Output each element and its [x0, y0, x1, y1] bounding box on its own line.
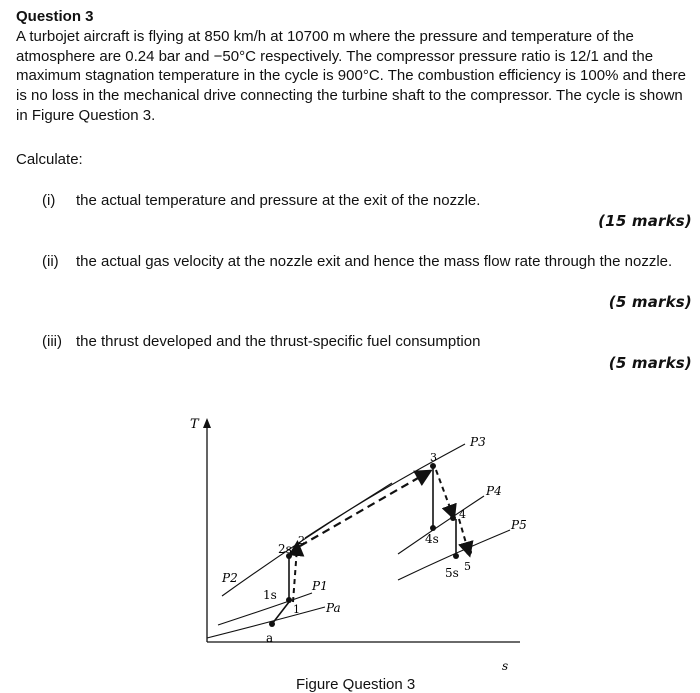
label-p1: P1 [312, 579, 328, 593]
point-5-dot [466, 549, 472, 555]
part-iii-marks: (5 marks) [608, 354, 692, 372]
label-3: 3 [430, 451, 437, 464]
label-1: 1 [293, 603, 300, 616]
part-ii [42, 253, 672, 270]
part-i-number: (i) [42, 192, 56, 209]
part-ii-marks: (5 marks) [608, 293, 692, 311]
label-p5: P5 [511, 518, 527, 532]
process-2-3 [300, 474, 425, 546]
isobar-p3 [305, 444, 465, 538]
point-1s-dot [286, 597, 292, 603]
point-a-dot [269, 621, 275, 627]
point-4-dot [450, 515, 456, 521]
point-4s-dot [430, 525, 436, 531]
label-p3: P3 [470, 435, 486, 449]
label-1s: 1s [263, 588, 277, 602]
part-ii-number: (ii) [42, 253, 59, 270]
label-p4: P4 [486, 484, 502, 498]
point-5s-dot [453, 553, 459, 559]
part-i [42, 192, 480, 209]
part-iii-text: the thrust developed and the thrust-specific fuel consumption [76, 333, 481, 350]
y-axis-label: T [190, 417, 199, 432]
label-5s: 5s [445, 566, 459, 580]
y-axis-arrow [203, 418, 211, 428]
part-iii-number: (iii) [42, 333, 62, 350]
isobar-p4 [398, 496, 484, 554]
label-4: 4 [459, 508, 466, 521]
label-2s: 2s [278, 542, 292, 556]
label-4s: 4s [425, 532, 439, 546]
part-iii [42, 333, 480, 350]
label-pa: Pa [326, 601, 341, 615]
label-5: 5 [464, 560, 471, 573]
label-a: a [266, 631, 274, 645]
part-i-text: the actual temperature and pressure at the exit of the nozzle. [76, 192, 481, 209]
ts-diagram [180, 405, 530, 680]
question-title: Question 3 [16, 8, 94, 25]
process-3-4 [436, 470, 452, 513]
x-axis-label: s [502, 659, 509, 673]
label-2: 2 [298, 534, 305, 547]
process-1-2 [293, 548, 297, 602]
figure-caption: Figure Question 3 [296, 676, 416, 693]
label-p2: P2 [222, 571, 238, 585]
part-i-marks: (15 marks) [598, 212, 692, 230]
part-ii-text: the actual gas velocity at the nozzle exit and hence the mass flow rate through the nozzle. [76, 253, 673, 270]
process-4-5 [459, 519, 468, 550]
process-a-1 [272, 602, 289, 624]
calculate-label: Calculate: [16, 151, 83, 168]
question-paragraph: A turbojet aircraft is flying at 850 km/h at 10700 m where the pressure and temperature of the atmosphere are 0.24 bar and −50°C respectively. The compressor pressure ratio is 12/1 and the maximum stagnation temperature in the cycle is 900°C. The combustion efficiency is 100% and there is no loss in the mechanical drive connecting the turbine shaft to the compressor. The cycle is shown in Figure Question 3. [16, 28, 686, 124]
